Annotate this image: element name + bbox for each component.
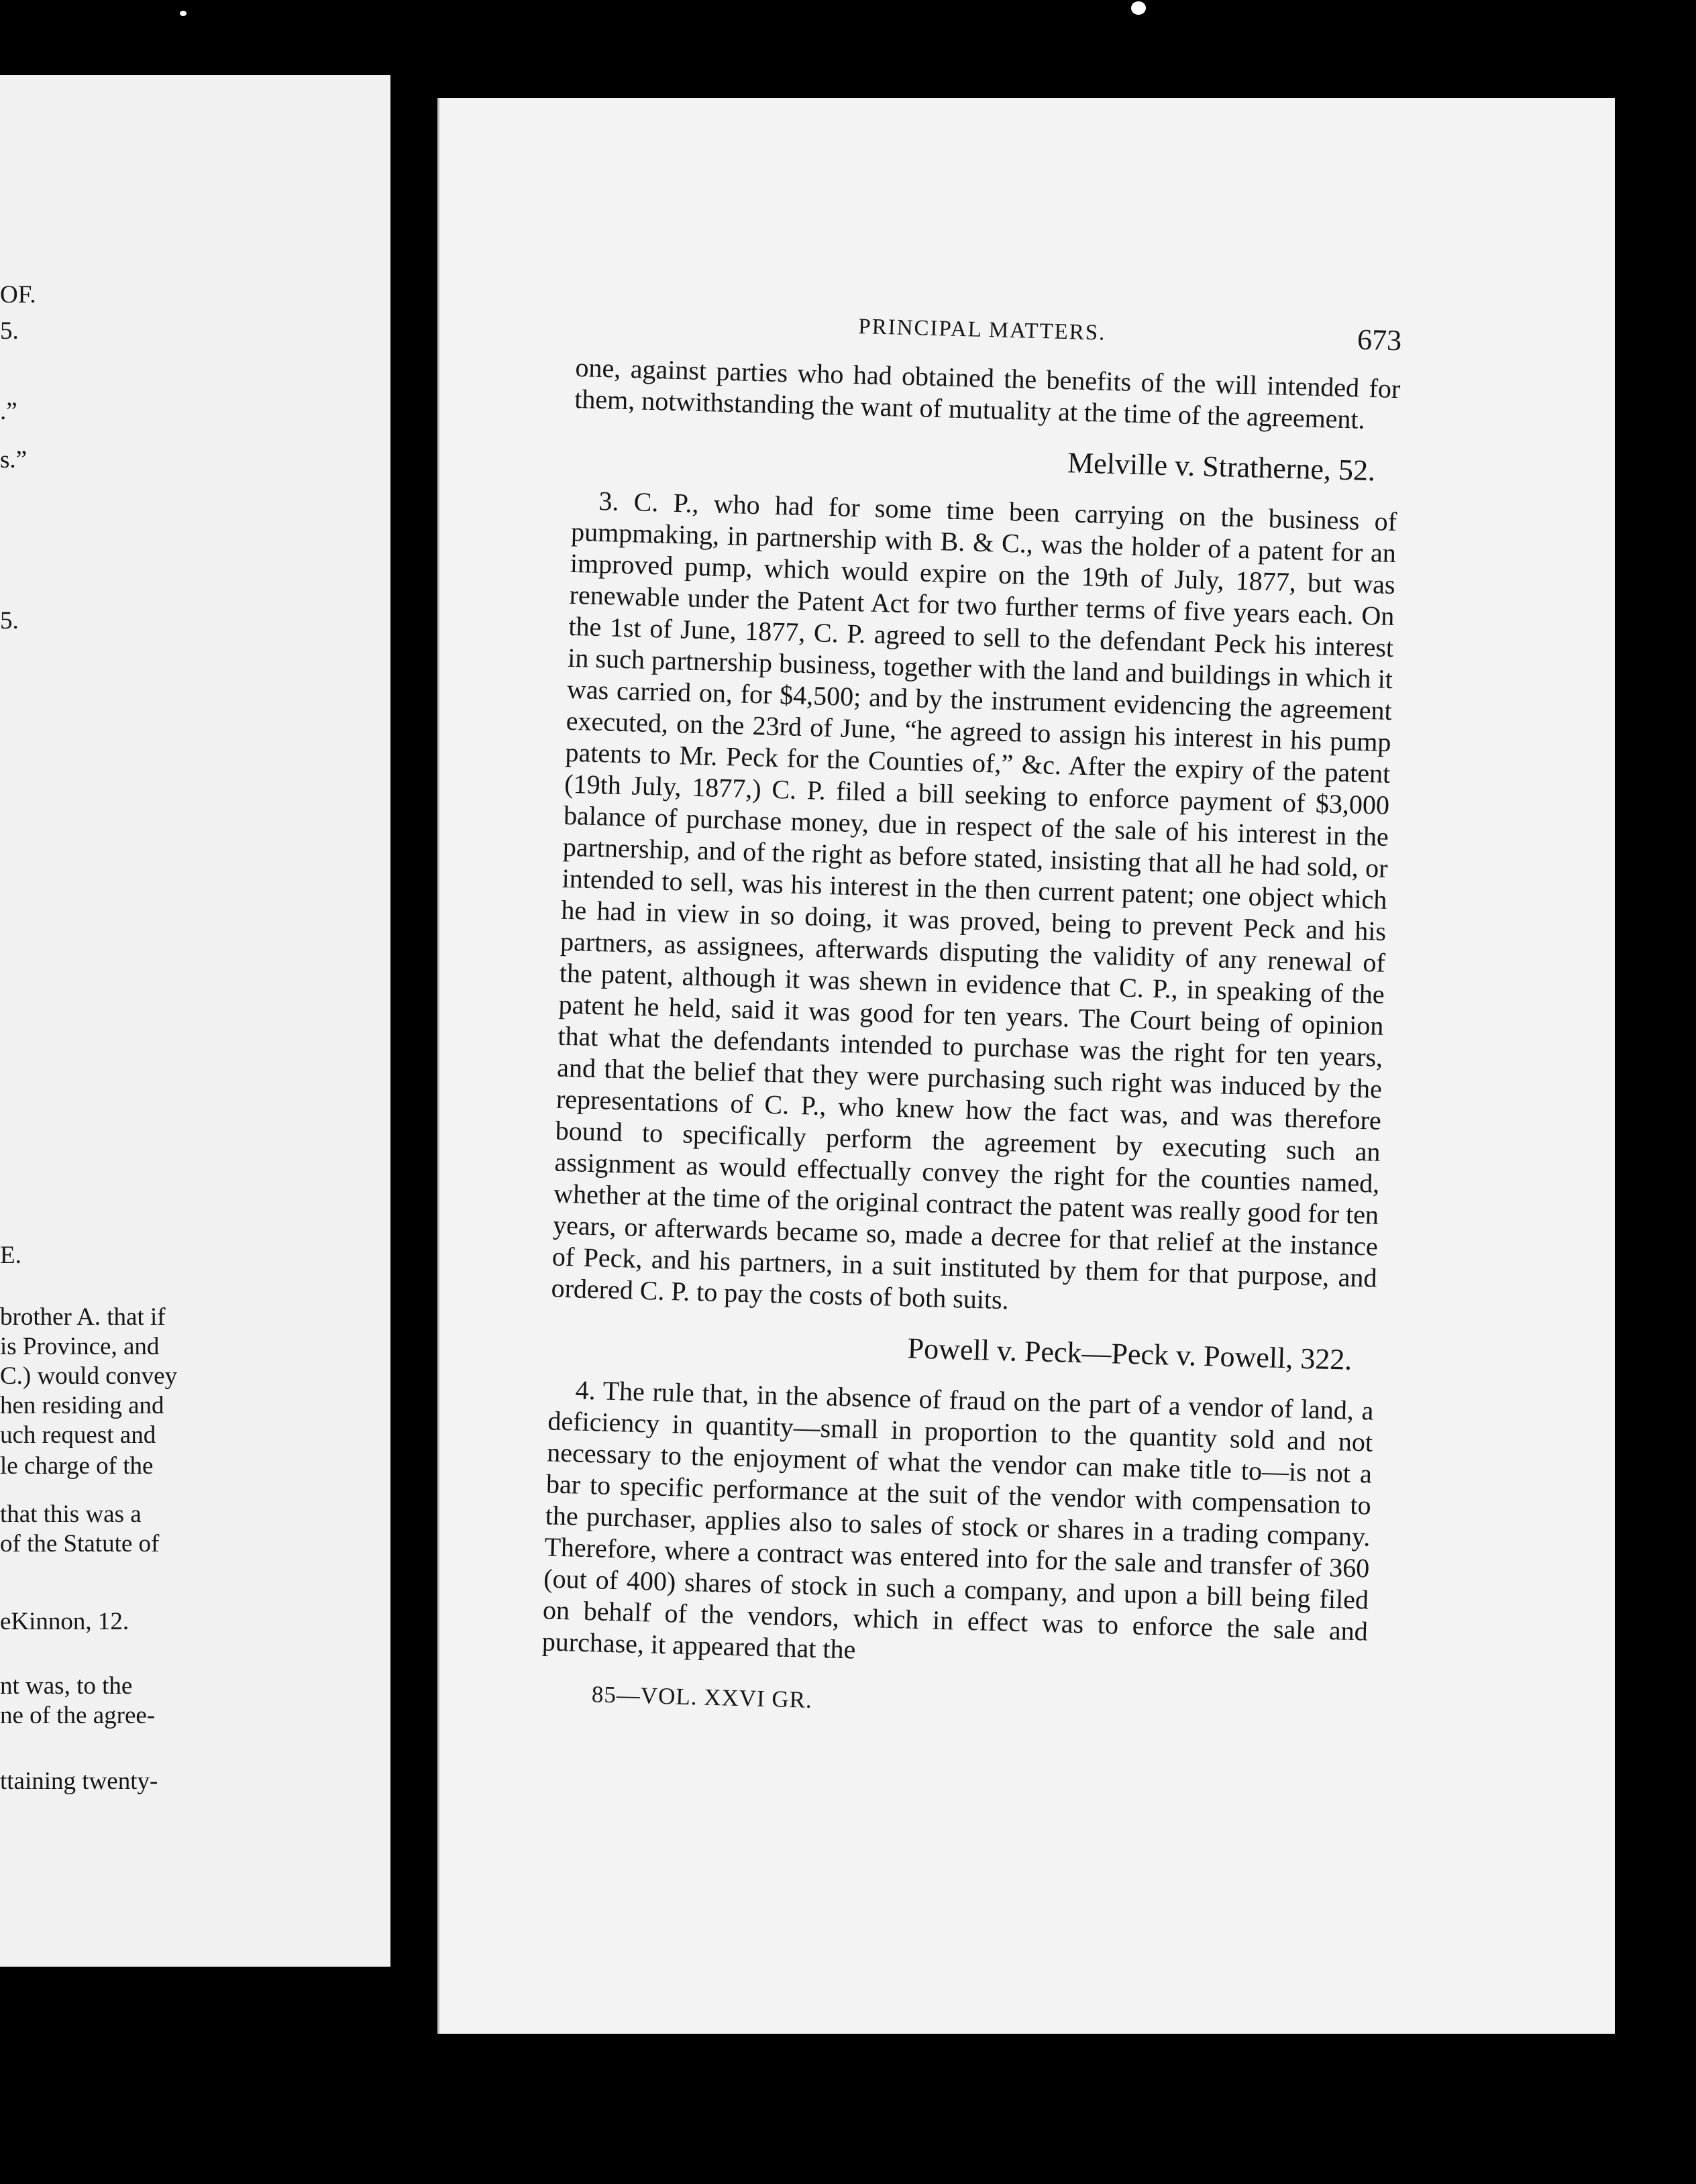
left-page-line: le charge of the [0,1452,154,1480]
left-page-line: eKinnon, 12. [0,1608,129,1635]
paragraph-continuation: one, against parties who had obtained the benefits of the will intended for them, notwithstanding the want of mutuality at the time of the agreement. [574,351,1401,435]
case-citation: Powell v. Peck—Peck v. Powell, 322. [907,1331,1353,1376]
signature-line: 85—VOL. XXVI GR. [591,1681,813,1713]
left-page-line: ttaining twenty- [0,1767,158,1795]
left-page [0,75,390,1967]
running-title: PRINCIPAL MATTERS. [857,314,1106,345]
left-page-line: is Province, and [0,1333,160,1360]
left-page-line: ne of the agree- [0,1702,156,1729]
left-page-line: uch request and [0,1421,156,1449]
left-page-line: 5. [0,317,19,345]
left-page-line: that this was a [0,1500,142,1528]
left-page-line: of the Statute of [0,1530,160,1558]
left-page-line: C.) would convey [0,1362,178,1390]
page-number: 673 [1357,323,1402,358]
page-text-block [540,307,1401,1728]
left-page-line: hen residing and [0,1392,164,1419]
dust-speck [180,11,187,16]
left-page-line: E. [0,1242,21,1269]
left-page-line: OF. [0,281,36,309]
left-page-line: brother A. that if [0,1303,166,1331]
dust-speck [1131,1,1146,15]
left-page-line: .” [0,398,17,425]
paragraph-3: 3. C. P., who had for some time been carrying on the business of pumpmaking, in partnership with B. & C., was the holder of a patent for an improved pump, which would expire on the 19th of July, 1877, but was renewable under the Patent Act for two further terms of five years each. On the 1st of June, 1877, C. P. agreed to sell to the defendant Peck his interest in such partnership business, together with the land and buildings in which it was carried on, for $4,500; and by the instrument evidencing the agreement executed, on the 23rd of June, “he agreed to assign his interest in his pump patents to Mr. Peck for the Counties of,” &c. After the expiry of the patent (19th July, 1877,) C. P. filed a bill seeking to enforce payment of $3,000 balance of purchase money, due in respect of the sale of his interest in the partnership, and of the right as before stated, insisting that all he had sold, or intended to sell, was his interest in the then current patent; one object which he had in view in so doing, it was proved, being to prevent Peck and his partners, as assignees, afterwards disputing the validity of any renewal of the patent, although it was shewn in evidence that C. P., in speaking of the patent he held, said it was good for ten years. The Court being of opinion that what the defendants intended to purchase was the right for ten years, and that the belief that they were purchasing such right was induced by the representations of C. P., who knew how the fact was, and was therefore bound to specifically perform the agreement by executing such an assignment as would effectually convey the right for the counties named, whether at the time of the original contract the patent was really good for ten years, or afterwards became so, made a decree for that relief at the instance of Peck, and his partners, in a suit instituted by them for that purpose, and ordered C. P. to pay the costs of both suits. [551,485,1397,1315]
left-page-line: nt was, to the [0,1672,133,1700]
paragraph-4: 4. The rule that, in the absence of fraud on the part of a vendor of land, a deficiency in quantity—small in proportion to the quantity sold and not necessary to the enjoyment of what the vendor can make title to—is not a bar to specific performance at the suit of the vendor with compensation to the purchaser, applies also to sales of stock or shares in a trading company. Therefore, where a contract was entered into for the sale and transfer of 360 (out of 400) shares of stock in such a company, and upon a bill being filed on behalf of the vendors, which in effect was to enforce the sale and purchase, it appeared that the [541,1374,1374,1665]
left-page-line: 5. [0,607,19,635]
case-citation: Melville v. Stratherne, 52. [1067,446,1376,488]
left-page-line: s.” [0,446,28,474]
